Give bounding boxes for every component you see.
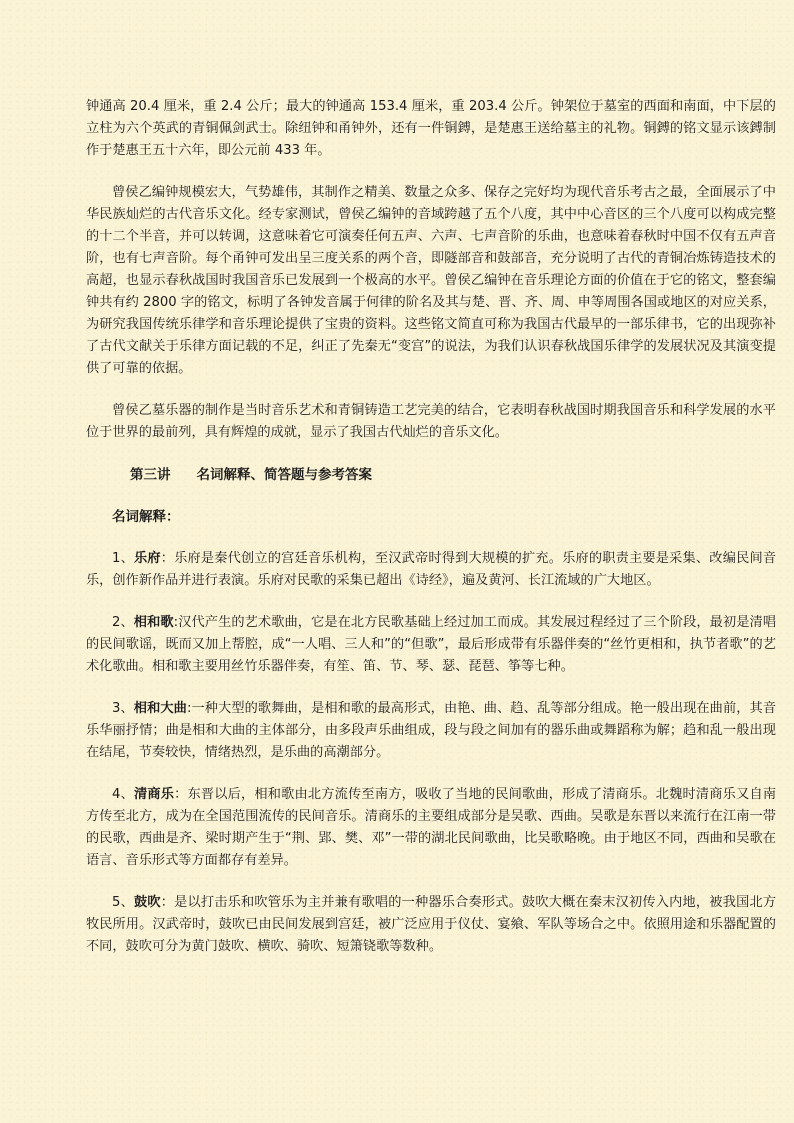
term-definition: 3、相和大曲:一种大型的歌舞曲，是相和歌的最高形式，由艳、曲、趋、乱等部分组成。艳一般出现在曲前，其音乐华丽抒情；曲是相和大曲的主体部分，由多段声乐曲组成，段与段之间加有的器乐曲或舞蹈称为解；趋和乱一般出现在结尾，节奏较快，情绪热烈，是乐曲的高潮部分。 bbox=[86, 701, 777, 760]
term-name: 相和大曲 bbox=[133, 701, 187, 716]
term-definition: 5、鼓吹：是以打击乐和吹管乐为主并兼有歌唱的一种器乐合奏形式。鼓吹大概在秦末汉初传入内地，被我国北方牧民所用。汉武帝时，鼓吹已由民间发展到宫廷，被广泛应用于仪仗、宴飨、军队等场合之中。依照用途和乐器配置的不同，鼓吹可分为黄门鼓吹、横吹、骑吹、短箫铙歌等数种。 bbox=[86, 895, 777, 954]
term-name: 鼓吹 bbox=[133, 895, 161, 910]
term-definition: 2、相和歌:汉代产生的艺术歌曲，它是在北方民歌基础上经过加工而成。其发展过程经过了三个阶段，最初是清唱的民间歌谣，既而又加上帮腔，成“一人唱、三人和”的“但歌”，最后形成带有乐器伴奏的“丝竹更相和，执节者歌”的艺术化歌曲。相和歌主要用丝竹乐器伴奏，有笙、笛、节、琴、瑟、琵琶、筝等七种。 bbox=[86, 615, 777, 674]
section-heading: 名词解释： bbox=[112, 509, 180, 525]
body-paragraph: 曾侯乙编钟规模宏大，气势雄伟，其制作之精美、数量之众多、保存之完好均为现代音乐考古之最，全面展示了中华民族灿烂的古代音乐文化。经专家测试，曾侯乙编钟的音域跨越了五个八度，其中中心音区的三个八度可以构成完整的十二个半音，并可以转调，这意味着它可演奏任何五声、六声、七声音阶的乐曲，也意味着春秋时中国不仅有五声音阶，也有七声音阶。每个甬钟可发出呈三度关系的两个音，即隧部音和鼓部音，充分说明了古代的青铜冶炼铸造技术的高超，也显示春秋战国时我国音乐已发展到一个极高的水平。曾侯乙编钟在音乐理论方面的价值在于它的铭文，整套编钟共有约 2800 字的铭文，标明了各钟发音属于何律的阶名及其与楚、晋、齐、周、申等周围各国或地区的对应关系，为研究我国传统乐律学和音乐理论提供了宝贵的资料。这些铭文简直可称为我国古代最早的一部乐律书，它的出现弥补了古代文献关于乐律方面记载的不足，纠正了先秦无“变宫”的说法，为我们认识春秋战国乐律学的发展状况及其演变提供了可靠的依据。 bbox=[86, 185, 776, 376]
term-name: 乐府 bbox=[133, 551, 161, 566]
term-name: 清商乐 bbox=[133, 787, 175, 802]
chapter-heading bbox=[86, 464, 776, 486]
body-paragraph: 钟通高 20.4 厘米，重 2.4 公斤；最大的钟通高 153.4 厘米，重 203.4 公斤。钟架位于墓室的西面和南面，中下层的立柱为六个英武的青铜佩剑武士。除纽钟和甬钟外，还有一件铜鎛，是楚惠王送给墓主的礼物。铜鎛的铭文显示该鎛制作于楚惠王五十六年，即公元前 433 年。 bbox=[86, 99, 776, 158]
chapter-title: 名词解释、简答题与参考答案 bbox=[196, 467, 372, 483]
body-paragraph: 曾侯乙墓乐器的制作是当时音乐艺术和青铜铸造工艺完美的结合，它表明春秋战国时期我国音乐和科学发展的水平位于世界的最前列，具有辉煌的成就，显示了我国古代灿烂的音乐文化。 bbox=[86, 403, 776, 440]
page-content bbox=[86, 96, 776, 958]
chapter-number: 第三讲 bbox=[130, 467, 171, 483]
term-definition: 4、清商乐：东晋以后，相和歌由北方流传至南方，吸收了当地的民间歌曲，形成了清商乐。北魏时清商乐又自南方传至北方，成为在全国范围流传的民间音乐。清商乐的主要组成部分是吴歌、西曲。吴歌是东晋以来流行在江南一带的民歌，西曲是齐、梁时期产生于“荆、郢、樊、邓”一带的湖北民间歌曲，比吴歌略晚。由于地区不同，西曲和吴歌在语言、音乐形式等方面都存有差异。 bbox=[86, 787, 777, 868]
term-name: 相和歌 bbox=[133, 615, 174, 630]
term-definition: 1、乐府：乐府是秦代创立的宫廷音乐机构，至汉武帝时得到大规模的扩充。乐府的职责主要是采集、改编民间音乐，创作新作品并进行表演。乐府对民歌的采集已超出《诗经》，遍及黄河、长江流域的广大地区。 bbox=[86, 551, 777, 588]
